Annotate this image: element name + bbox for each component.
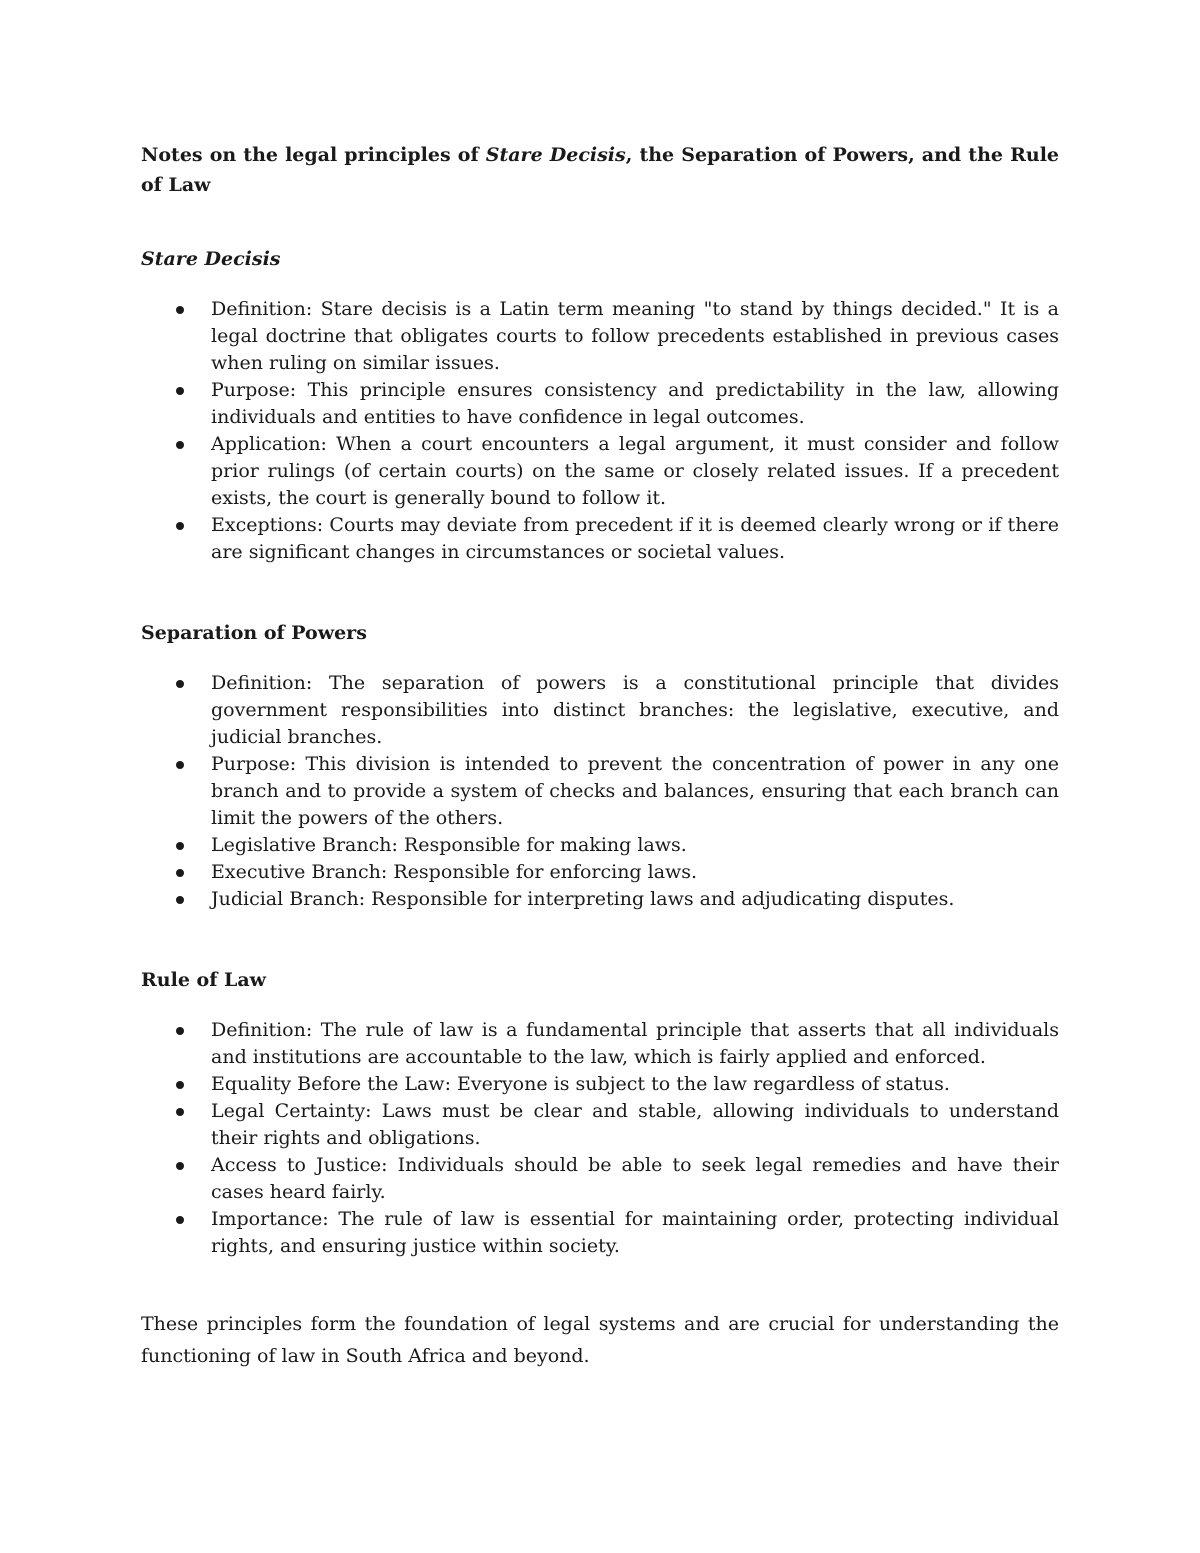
bullet-icon: [176, 522, 184, 530]
section-stare-decisis: [141, 244, 1059, 566]
list-item: [141, 377, 1059, 431]
list-item-text: Executive Branch: Responsible for enforcing laws.: [211, 861, 698, 883]
bullet-icon: [176, 1162, 184, 1170]
conclusion-paragraph: These principles form the foundation of legal systems and are crucial for understanding the functioning of law in South Africa and beyond.: [141, 1313, 1059, 1367]
bullet-icon: [176, 896, 184, 904]
title-text-before: Notes on the legal principles of: [141, 144, 486, 166]
list-item-text: Legislative Branch: Responsible for making laws.: [211, 834, 687, 856]
list-item: [141, 1206, 1059, 1260]
list-item-text: Access to Justice: Individuals should be able to seek legal remedies and have their cases heard fairly.: [211, 1154, 1059, 1203]
list-item: [141, 1098, 1059, 1152]
list-item-text: Definition: Stare decisis is a Latin term meaning "to stand by things decided." It is a legal doctrine that obligates courts to follow precedents established in previous cases when ruling on similar issues.: [211, 298, 1059, 374]
bullet-icon: [176, 1108, 184, 1116]
bullet-icon: [176, 761, 184, 769]
list-item-text: Purpose: This division is intended to prevent the concentration of power in any one branch and to provide a system of checks and balances, ensuring that each branch can limit the powers of the others.: [211, 753, 1059, 829]
list-item-text: Purpose: This principle ensures consistency and predictability in the law, allowing individuals and entities to have confidence in legal outcomes.: [211, 379, 1059, 428]
list-item: [141, 859, 1059, 886]
title-text-after: , the Separation of Powers, and the Rule of Law: [141, 144, 1059, 196]
bullet-list: [141, 296, 1059, 566]
list-item: [141, 1152, 1059, 1206]
section-heading: Separation of Powers: [141, 622, 367, 644]
list-item-text: Judicial Branch: Responsible for interpreting laws and adjudicating disputes.: [211, 888, 955, 910]
list-item-text: Importance: The rule of law is essential for maintaining order, protecting individual rights, and ensuring justice within society.: [211, 1208, 1059, 1257]
list-item-text: Legal Certainty: Laws must be clear and stable, allowing individuals to understand their rights and obligations.: [211, 1100, 1059, 1149]
bullet-icon: [176, 842, 184, 850]
section-heading: Stare Decisis: [141, 248, 281, 270]
list-item: [141, 296, 1059, 377]
list-item: [141, 832, 1059, 859]
list-item-text: Equality Before the Law: Everyone is subject to the law regardless of status.: [211, 1073, 950, 1095]
list-item-text: Definition: The separation of powers is a constitutional principle that divides government responsibilities into distinct branches: the legislative, executive, and judicial branches.: [211, 672, 1059, 748]
bullet-icon: [176, 306, 184, 314]
list-item: [141, 1071, 1059, 1098]
bullet-icon: [176, 680, 184, 688]
document-page: [141, 140, 1059, 1372]
list-item: [141, 1017, 1059, 1071]
bullet-icon: [176, 869, 184, 877]
bullet-icon: [176, 1081, 184, 1089]
list-item: [141, 751, 1059, 832]
section-heading: Rule of Law: [141, 969, 267, 991]
document-title: [141, 140, 1059, 200]
list-item: [141, 512, 1059, 566]
list-item-text: Exceptions: Courts may deviate from precedent if it is deemed clearly wrong or if there are significant changes in circumstances or societal values.: [211, 514, 1059, 563]
list-item-text: Application: When a court encounters a legal argument, it must consider and follow prior rulings (of certain courts) on the same or closely related issues. If a precedent exists, the court is generally bound to follow it.: [211, 433, 1059, 509]
bullet-icon: [176, 441, 184, 449]
bullet-list: [141, 670, 1059, 913]
section-separation-of-powers: [141, 618, 1059, 913]
list-item: [141, 886, 1059, 913]
bullet-list: [141, 1017, 1059, 1260]
list-item-text: Definition: The rule of law is a fundamental principle that asserts that all individuals and institutions are accountable to the law, which is fairly applied and enforced.: [211, 1019, 1059, 1068]
bullet-icon: [176, 1027, 184, 1035]
bullet-icon: [176, 1216, 184, 1224]
list-item: [141, 670, 1059, 751]
bullet-icon: [176, 387, 184, 395]
list-item: [141, 431, 1059, 512]
section-rule-of-law: [141, 965, 1059, 1260]
title-emphasis: Stare Decisis: [485, 144, 626, 166]
